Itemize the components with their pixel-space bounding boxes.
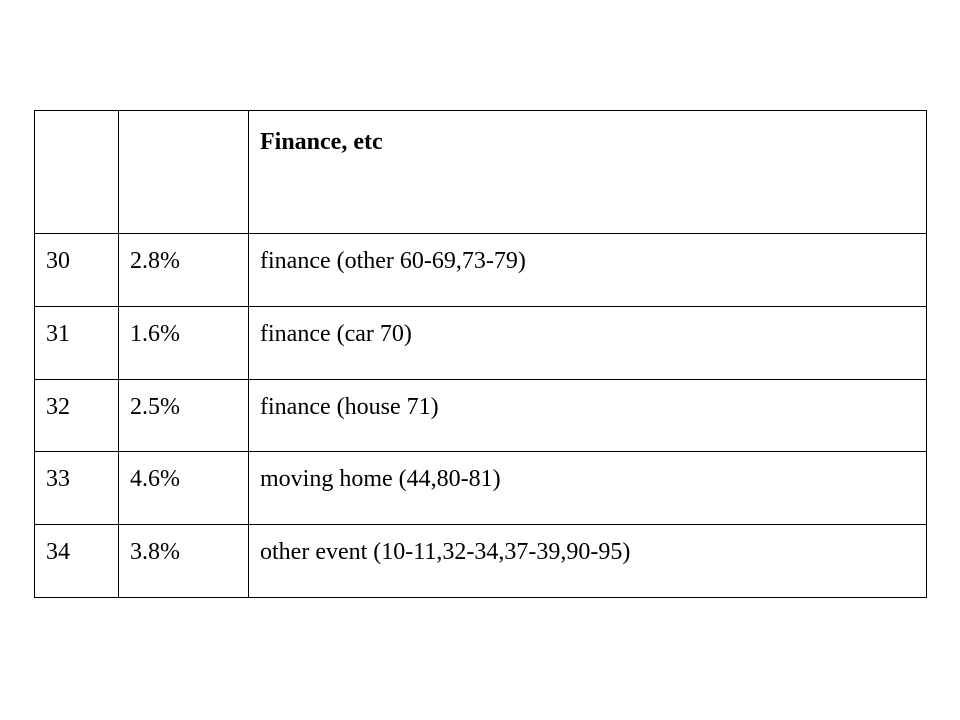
row-percent: 4.6% [119,452,249,525]
table-row [35,525,927,598]
row-percent: 1.6% [119,306,249,379]
table-row [35,234,927,307]
table-row [35,452,927,525]
table-row [35,379,927,452]
header-cell-code [35,111,119,234]
row-description: moving home (44,80-81) [249,452,927,525]
header-cell-percent [119,111,249,234]
row-code: 34 [35,525,119,598]
header-cell-category: Finance, etc [249,111,927,234]
row-description: finance (car 70) [249,306,927,379]
table-row [35,306,927,379]
row-description: finance (other 60-69,73-79) [249,234,927,307]
finance-table [34,110,927,598]
row-code: 31 [35,306,119,379]
row-percent: 3.8% [119,525,249,598]
row-code: 33 [35,452,119,525]
row-percent: 2.8% [119,234,249,307]
row-percent: 2.5% [119,379,249,452]
row-description: other event (10-11,32-34,37-39,90-95) [249,525,927,598]
row-code: 32 [35,379,119,452]
row-code: 30 [35,234,119,307]
row-description: finance (house 71) [249,379,927,452]
table-header-row [35,111,927,234]
